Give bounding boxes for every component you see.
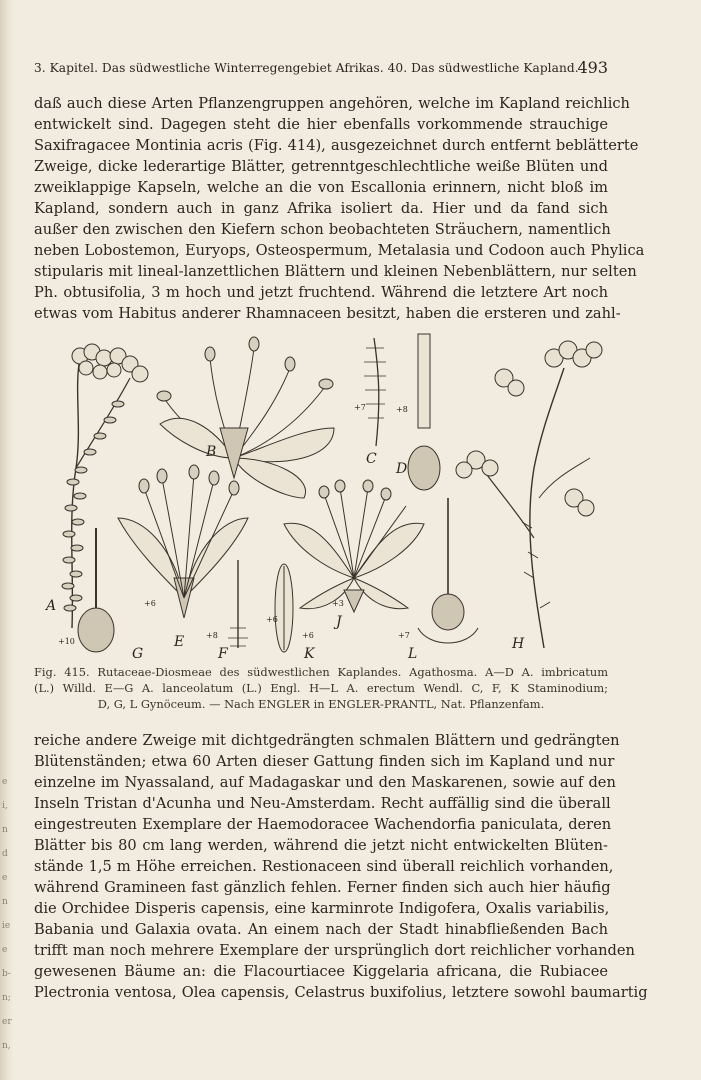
scale-mark: +7 [398, 631, 410, 640]
caption-line: Fig. 415. Rutaceae-Diosmeae des südwestlichen Kaplandes. Agathosma. A—D A. imbricatum [34, 665, 608, 679]
panel-l-gynoeceum-drawing [418, 498, 478, 643]
figure-label-a: A [46, 598, 57, 614]
text-line: außer den zwischen den Kiefern schon beobachteten Sträuchern, namentlich [34, 221, 611, 238]
text-line: Blätter bis 80 cm lang werden, während die jetzt nicht entwickelten Blüten- [34, 837, 608, 854]
scale-mark: +7 [354, 403, 366, 412]
text-line: etwas vom Habitus anderer Rhamnaceen besitzt, haben die ersteren und zahl- [34, 305, 621, 322]
text-line: zweiklappige Kapseln, welche an die von Escallonia erinnern, nicht bloß im [34, 179, 608, 196]
bleed-fragment: i, [2, 801, 8, 811]
text-line: entwickelt sind. Dagegen steht die hier ebenfalls vorkommende strauchige [34, 116, 608, 133]
text-line: reiche andere Zweige mit dichtgedrängten schmalen Blättern und gedrängten [34, 732, 620, 749]
figure-label-f: F [218, 646, 228, 662]
running-title: 3. Kapitel. Das südwestliche Winterregengebiet Afrikas. 40. Das südwestliche Kapland. [34, 61, 579, 75]
panel-d-gynoeceum-drawing [408, 334, 440, 490]
text-line: die Orchidee Disperis capensis, eine karminrote Indigofera, Oxalis variabilis, [34, 900, 610, 917]
text-line: Saxifragacee Montinia acris (Fig. 414), ausgezeichnet durch entfernt beblätterte [34, 137, 639, 154]
caption-line: D, G, L Gynöceum. — Nach ENGLER in ENGLER-PRANTL, Nat. Pflanzenfam. [97, 697, 545, 711]
bottom-paragraph [34, 730, 648, 1003]
bleed-fragment: n, [2, 1041, 11, 1051]
figure-label-g: G [132, 646, 144, 662]
figure-label-j: J [336, 614, 342, 630]
figure-label-h: H [512, 636, 525, 652]
text-line: Ph. obtusifolia, 3 m hoch und jetzt fruchtend. Während die letztere Art noch [34, 284, 608, 301]
panel-a-branch-drawing [62, 344, 148, 628]
text-line: eingestreuten Exemplare der Haemodoracee Wachendorfia paniculata, deren [34, 816, 612, 833]
panel-g-gynoeceum-drawing [78, 528, 114, 652]
text-line: einzelne im Nyassaland, auf Madagaskar und den Maskarenen, sowie auf den [34, 774, 616, 791]
text-line: stipularis mit lineal-lanzettlichen Blättern und kleinen Nebenblättern, nur selten [34, 263, 637, 280]
figure-label-d: D [396, 461, 408, 477]
text-line: während Gramineen fast gänzlich fehlen. Ferner finden sich auch hier häufig [34, 879, 611, 896]
scale-mark: +8 [396, 405, 408, 414]
panel-b-flower-drawing [157, 337, 334, 498]
text-line: neben Lobostemon, Euryops, Osteospermum, Metalasia und Codoon auch Phylica [34, 242, 645, 259]
caption-line: (L.) Willd. E—G A. lanceolatum (L.) Engl. H—L A. erectum Wendl. C, F, K Staminodium; [34, 681, 608, 695]
text-line: gewesenen Bäume an: die Flacourtiacee Kiggelaria africana, die Rubiacee [34, 963, 608, 980]
figure-label-l: L [408, 646, 418, 662]
scale-mark: +3 [332, 599, 344, 608]
bleed-fragment: e [2, 777, 8, 787]
text-line: Blütenständen; etwa 60 Arten dieser Gattung finden sich im Kapland und nur [34, 753, 615, 770]
page-header [34, 58, 608, 80]
facing-page-bleed [2, 770, 12, 1051]
scale-mark: +6 [302, 631, 314, 640]
panel-f-staminode-drawing [228, 560, 248, 648]
figure-label-k: K [304, 646, 315, 662]
bleed-fragment: b- [2, 969, 11, 979]
scale-mark: +8 [206, 631, 218, 640]
text-line: Kapland, sondern auch in ganz Afrika isoliert da. Hier und da fand sich [34, 200, 608, 217]
bleed-fragment: ie [2, 921, 11, 931]
bleed-fragment: e [2, 873, 8, 883]
bleed-fragment: e [2, 945, 8, 955]
text-line: daß auch diese Arten Pflanzengruppen angehören, welche im Kapland reichlich [34, 95, 630, 112]
scale-mark: +6 [144, 599, 156, 608]
figure-label-e: E [174, 634, 185, 650]
figure-caption [34, 664, 608, 712]
scale-mark: +6 [266, 615, 278, 624]
bleed-fragment: d [2, 849, 8, 859]
text-line: Zweige, dicke lederartige Blätter, getrenntgeschlechtliche weiße Blüten und [34, 158, 608, 175]
page-number: 493 [577, 58, 608, 77]
botanical-engraving [34, 328, 608, 664]
bleed-fragment: n; [2, 993, 11, 1003]
text-line: Babania und Galaxia ovata. An einem nach der Stadt hinabfließenden Bach [34, 921, 608, 938]
text-line: Plectronia ventosa, Olea capensis, Celastrus buxifolius, letztere sowohl baumartig [34, 984, 648, 1001]
panel-k-staminode-drawing [275, 564, 293, 652]
top-paragraph [34, 93, 645, 324]
figure-label-b: B [206, 444, 217, 460]
bleed-fragment: n [2, 825, 8, 835]
panel-j-flower-drawing [284, 480, 424, 612]
figure-label-c: C [366, 451, 377, 467]
panel-h-branch-drawing [456, 341, 602, 648]
panel-e-flower-drawing [118, 465, 248, 618]
panel-c-staminode-drawing [364, 338, 386, 446]
text-line: Inseln Tristan d'Acunha und Neu-Amsterdam. Recht auffällig sind die überall [34, 795, 611, 812]
bleed-fragment: er [2, 1017, 12, 1027]
figure-415-illustration [34, 328, 608, 664]
text-line: trifft man noch mehrere Exemplare der ursprünglich dort reichlicher vorhanden [34, 942, 635, 959]
text-line: stände 1,5 m Höhe erreichen. Restionaceen sind überall reichlich vorhanden, [34, 858, 614, 875]
bleed-fragment: n [2, 897, 8, 907]
scale-mark: +10 [58, 637, 75, 646]
